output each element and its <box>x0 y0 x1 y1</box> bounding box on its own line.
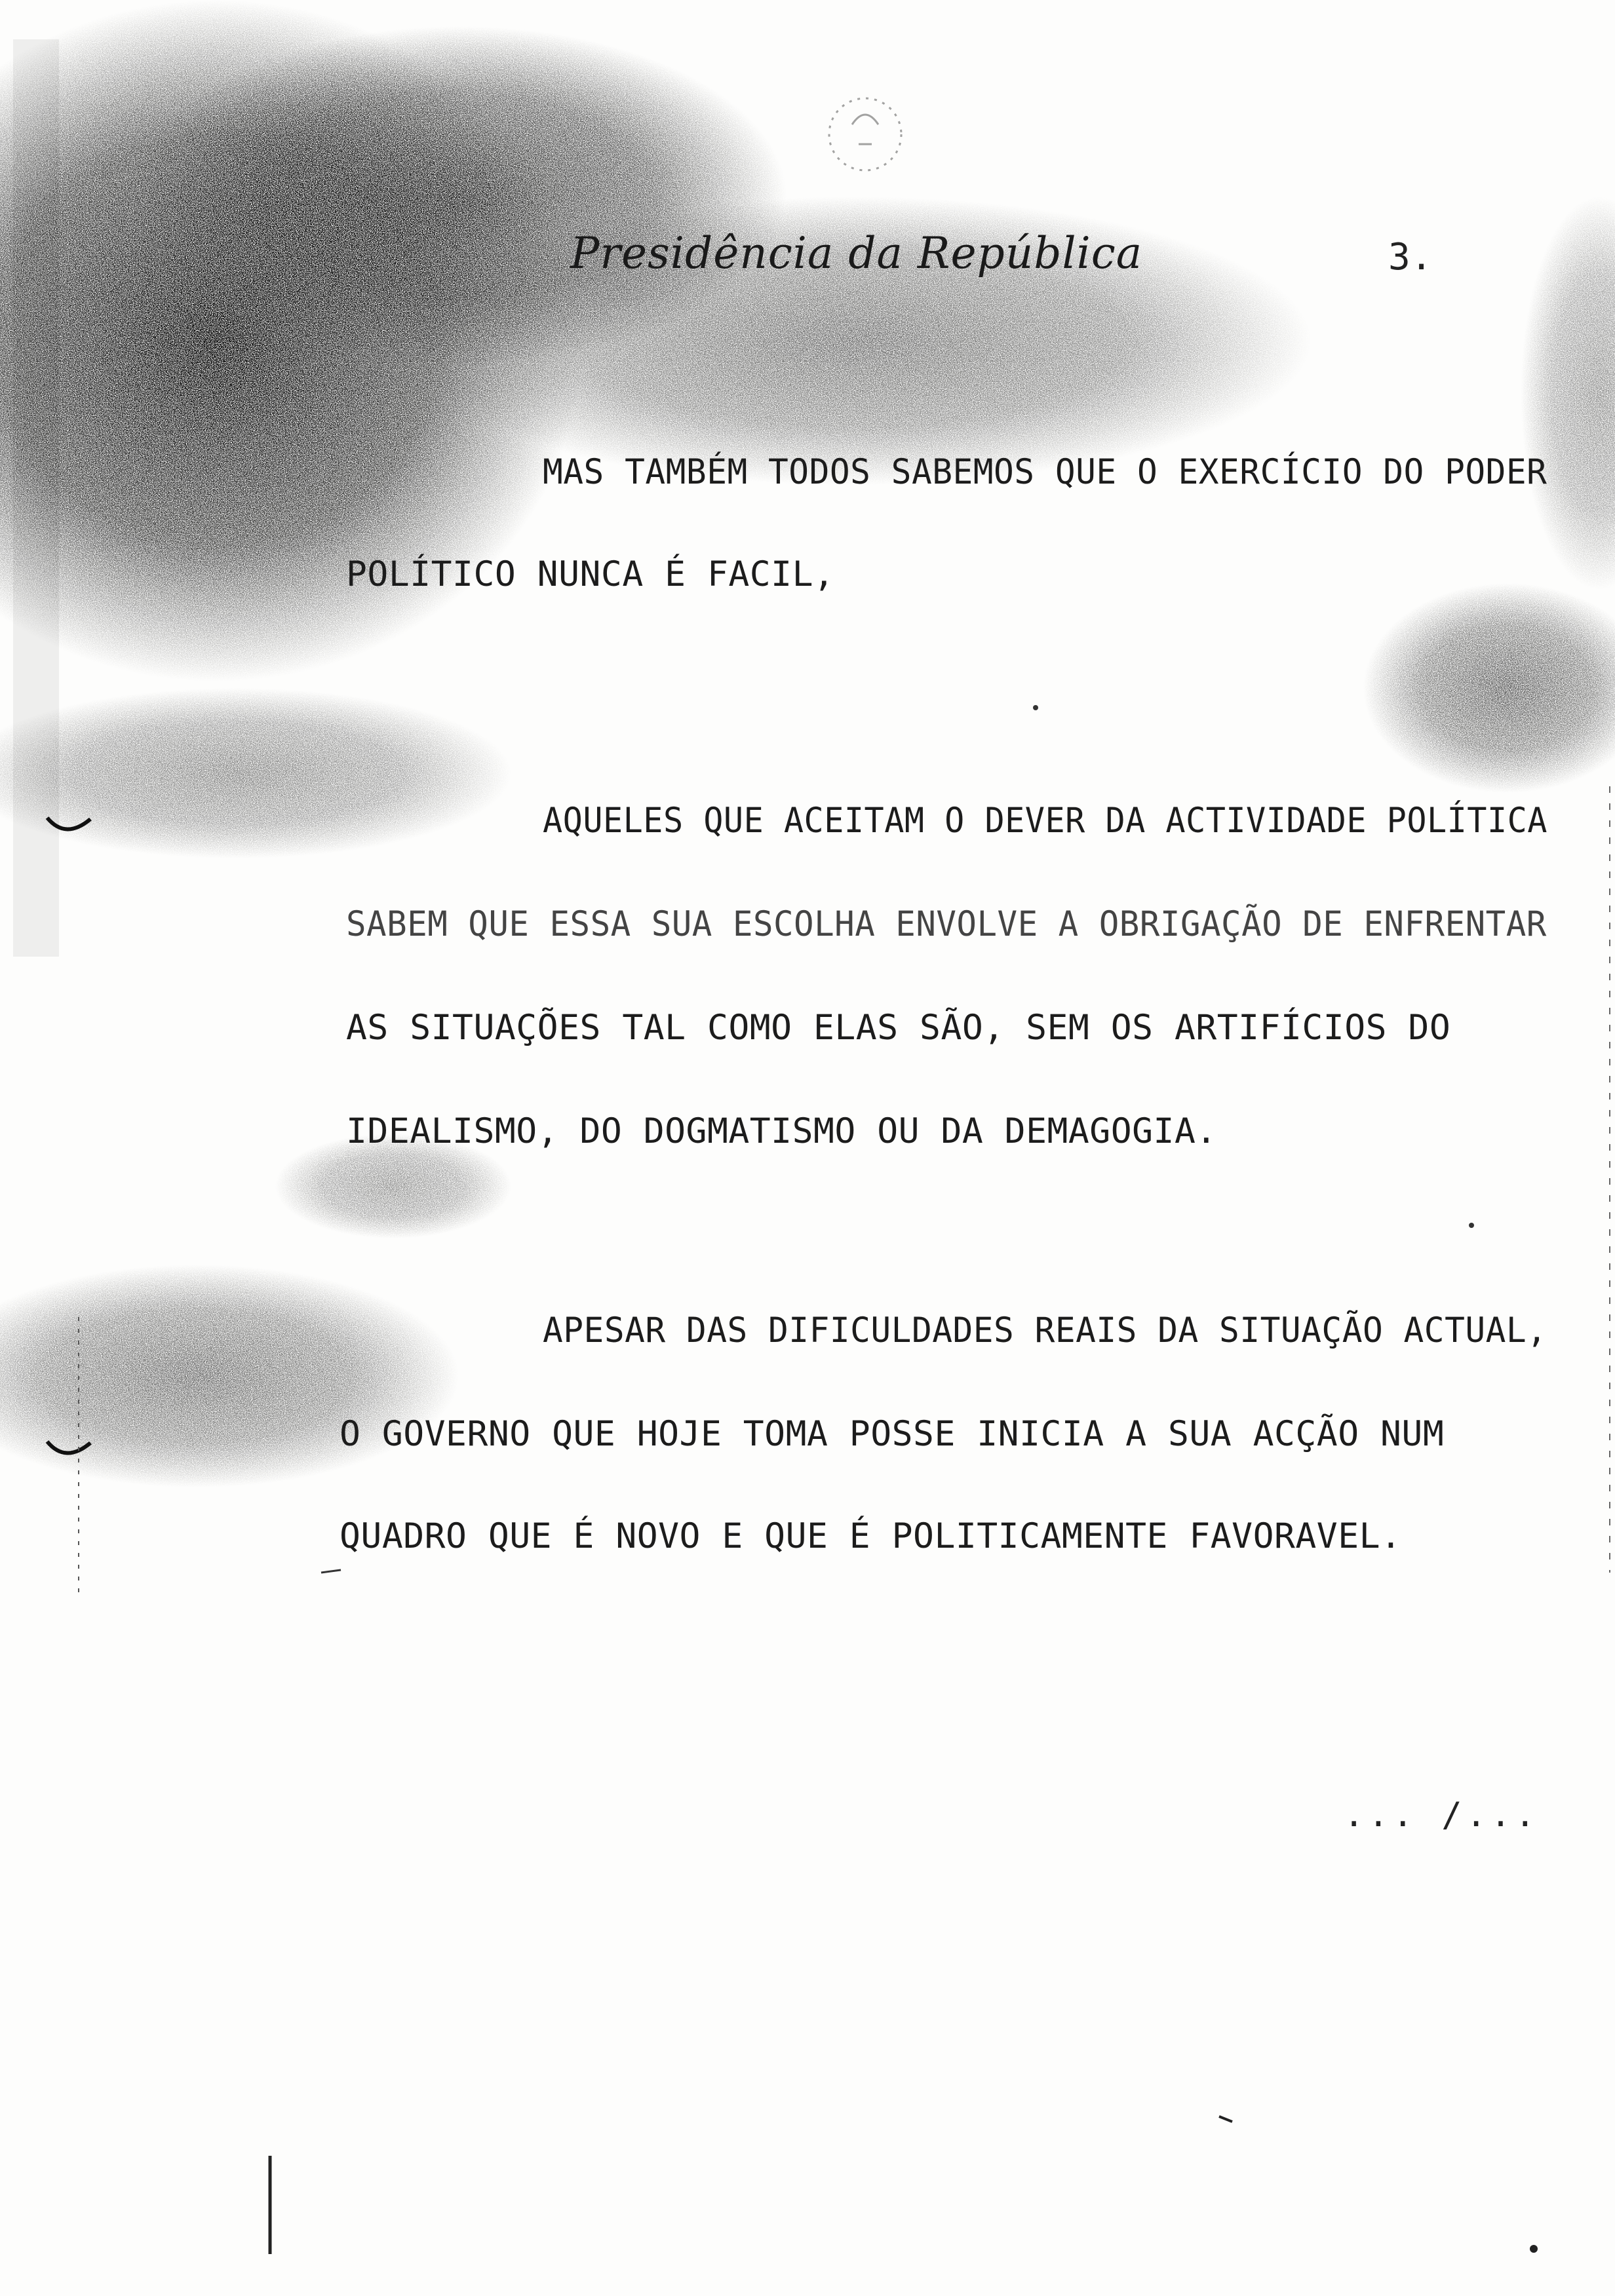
text-line: AQUELES QUE ACEITAM O DEVER DA ACTIVIDADE POLÍTICA <box>543 801 1547 841</box>
letterhead: Presidência da República <box>570 228 1143 278</box>
text-line: QUADRO QUE É NOVO E QUE É POLITICAMENTE FAVORAVEL. <box>340 1516 1402 1556</box>
text-line: SABEM QUE ESSA SUA ESCOLHA ENVOLVE A OBRIGAÇÃO DE ENFRENTAR <box>346 904 1547 944</box>
text-line: APESAR DAS DIFICULDADES REAIS DA SITUAÇÃO ACTUAL, <box>543 1311 1547 1350</box>
text-line: MAS TAMBÉM TODOS SABEMOS QUE O EXERCÍCIO DO PODER <box>543 452 1547 492</box>
text-line: AS SITUAÇÕES TAL COMO ELAS SÃO, SEM OS ARTIFÍCIOS DO <box>346 1008 1451 1048</box>
continuation-mark: ... /... <box>1344 1795 1540 1835</box>
page-number: 3. <box>1388 236 1433 278</box>
text-line: POLÍTICO NUNCA É FACIL, <box>346 554 835 594</box>
text-line: IDEALISMO, DO DOGMATISMO OU DA DEMAGOGIA. <box>346 1111 1217 1151</box>
text-line: O GOVERNO QUE HOJE TOMA POSSE INICIA A SUA ACÇÃO NUM <box>340 1414 1445 1454</box>
